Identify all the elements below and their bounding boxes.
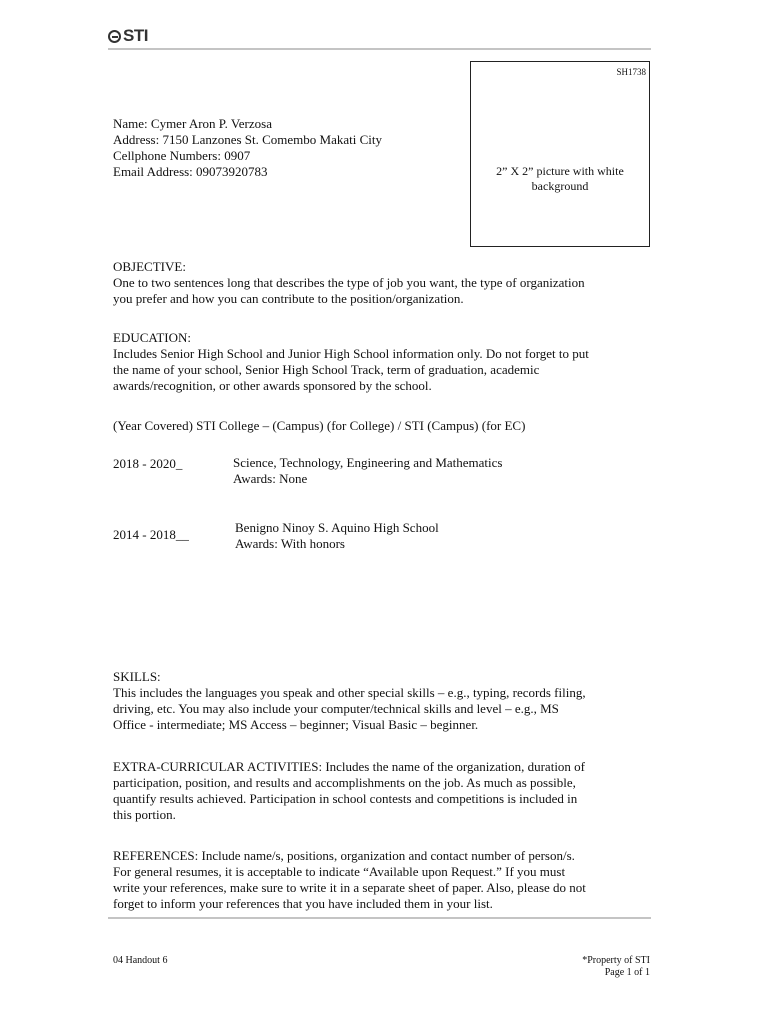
- skills-heading: SKILLS:: [113, 669, 161, 684]
- contact-email: Email Address: 09073920783: [113, 164, 268, 179]
- photo-instruction-line1: 2” X 2” picture with white: [496, 164, 624, 178]
- photo-instruction: [471, 164, 649, 194]
- objective-section: [113, 259, 593, 307]
- education-entry-awards: Awards: With honors: [235, 536, 345, 551]
- footer-right: [520, 955, 650, 979]
- footer-property: *Property of STI: [582, 955, 650, 966]
- sti-logo: [108, 26, 148, 46]
- extracurricular-text: EXTRA-CURRICULAR ACTIVITIES: Includes the name of the organization, duration of participation, position, and results and accomplishments on the job. As much as possible, quantify results achieved. Participation in school contests and competitions is included in this portion.: [113, 759, 586, 822]
- photo-placeholder: [470, 61, 650, 247]
- objective-heading: OBJECTIVE:: [113, 259, 186, 274]
- education-entry: [235, 520, 439, 552]
- footer-page: Page 1 of 1: [604, 967, 650, 978]
- skills-text: This includes the languages you speak and other special skills – e.g., typing, records filing, driving, etc. You may also include your computer/technical skills and level – e.g., MS Office - intermediate; MS Access – beginner; Visual Basic – beginner.: [113, 685, 586, 732]
- education-text: Includes Senior High School and Junior High School information only. Do not forget to put the name of your school, Senior High School Track, term of graduation, academic awards/recognition, or other awards sponsored by the school.: [113, 346, 589, 393]
- education-entry-school: Science, Technology, Engineering and Mathematics: [233, 455, 503, 470]
- footer-divider: [108, 917, 651, 919]
- education-format-line: (Year Covered) STI College – (Campus) (for College) / STI (Campus) (for EC): [113, 418, 526, 433]
- extracurricular-section: [113, 759, 593, 823]
- education-entry-years: 2014 - 2018__: [113, 527, 189, 542]
- header-divider: [108, 48, 651, 50]
- footer-handout: 04 Handout 6: [113, 955, 168, 966]
- contact-info: [113, 116, 382, 180]
- references-section: [113, 848, 593, 912]
- contact-cellphone: Cellphone Numbers: 0907: [113, 148, 251, 163]
- contact-address: Address: 7150 Lanzones St. Comembo Makati City: [113, 132, 383, 147]
- objective-text: One to two sentences long that describes the type of job you want, the type of organization you prefer and how you can contribute to the position/organization.: [113, 275, 585, 306]
- sti-logo-text: STI: [123, 26, 148, 45]
- references-text: REFERENCES: Include name/s, positions, organization and contact number of person/s. For general resumes, it is acceptable to indicate “Available upon Request.” If you must write your references, make sure to write it in a separate sheet of paper. Also, please do not forget to inform your references that you have included them in your list.: [113, 848, 586, 911]
- photo-instruction-line2: background: [531, 179, 589, 193]
- education-entry: [233, 455, 502, 487]
- education-entry-years: 2018 - 2020_: [113, 456, 183, 471]
- education-entry-school: Benigno Ninoy S. Aquino High School: [235, 520, 439, 535]
- education-entry-awards: Awards: None: [233, 471, 308, 486]
- contact-name: Name: Cymer Aron P. Verzosa: [113, 116, 272, 131]
- skills-section: [113, 669, 593, 733]
- education-section: [113, 330, 593, 394]
- sti-logo-mark: [108, 30, 121, 43]
- education-heading: EDUCATION:: [113, 330, 191, 345]
- document-code: SH1738: [616, 67, 646, 77]
